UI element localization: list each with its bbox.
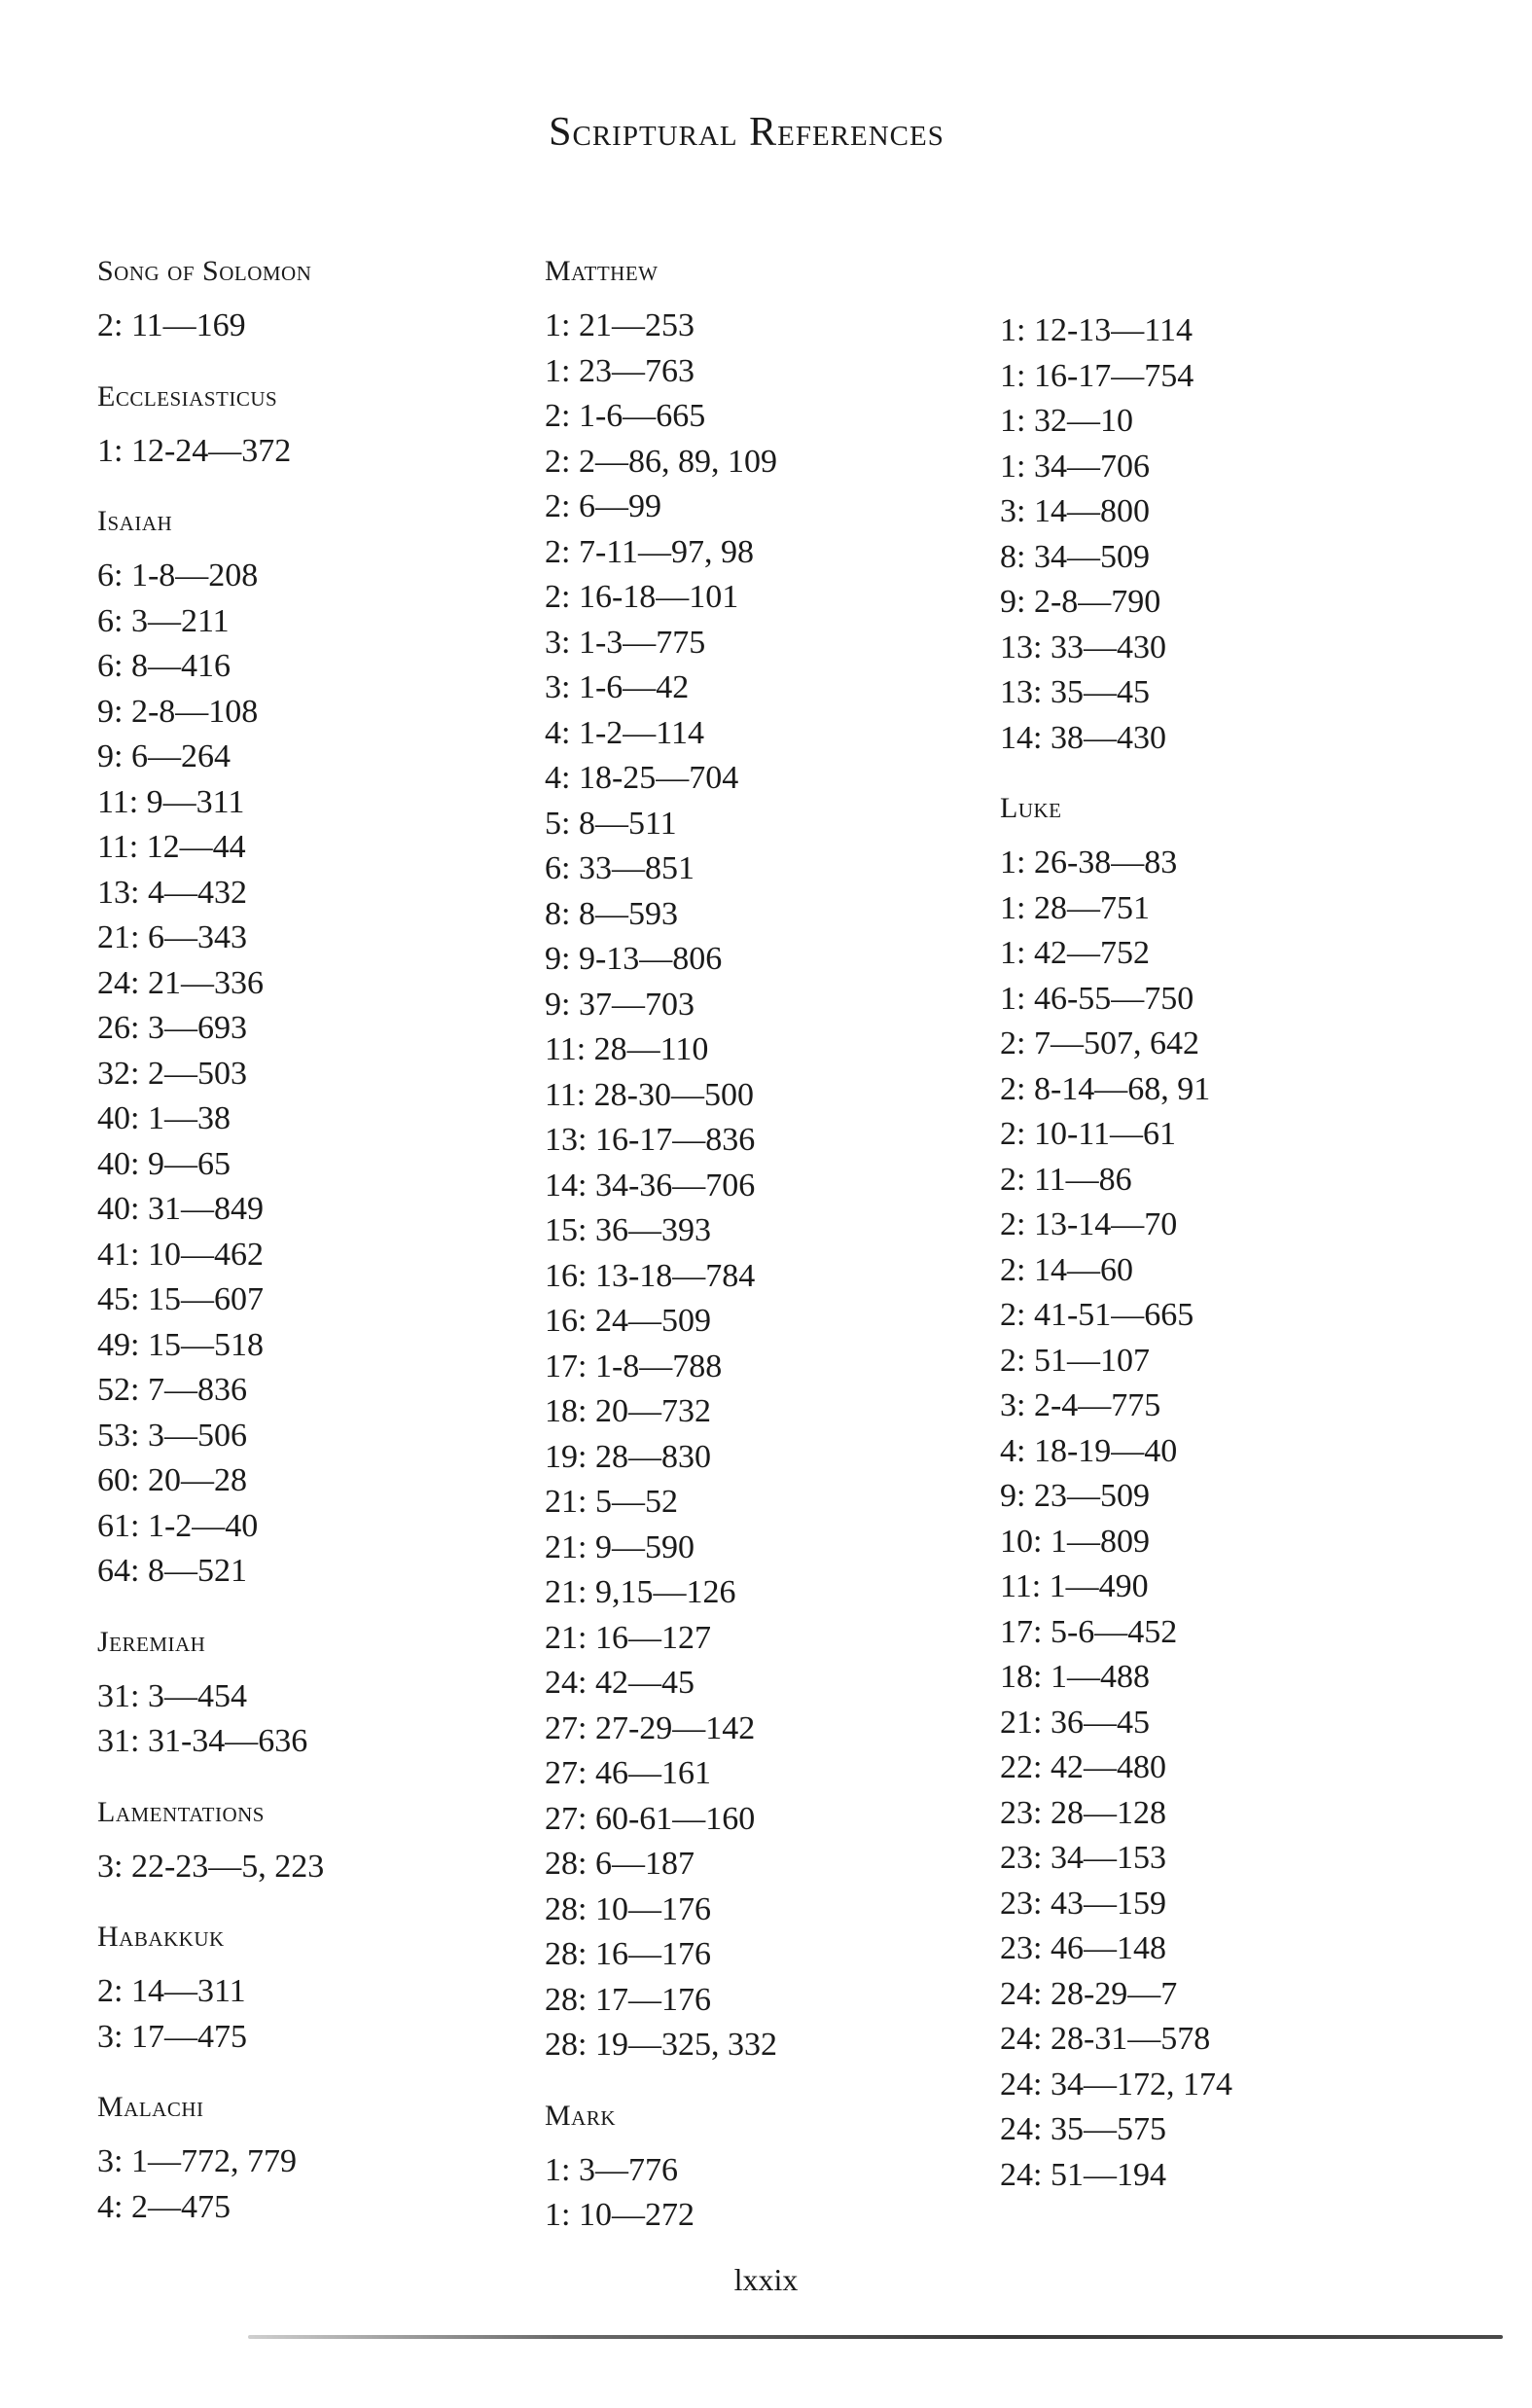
reference-entry: 9: 23—509 xyxy=(1000,1478,1150,1514)
reference-entry: 10: 1—809 xyxy=(1000,1523,1150,1560)
book-heading: Mark xyxy=(545,2099,617,2132)
reference-entry: 21: 9—590 xyxy=(545,1528,695,1565)
bottom-rule xyxy=(248,2335,1503,2339)
reference-entry: 49: 15—518 xyxy=(97,1326,264,1363)
reference-entry: 1: 46-55—750 xyxy=(1000,980,1194,1017)
reference-entry: 52: 7—836 xyxy=(97,1372,247,1408)
reference-entry: 26: 3—693 xyxy=(97,1010,247,1046)
reference-entry: 1: 34—706 xyxy=(1000,448,1150,485)
book-heading: Jeremiah xyxy=(97,1625,206,1658)
reference-list xyxy=(97,429,506,475)
book-heading: Malachi xyxy=(97,2091,204,2123)
column-3 xyxy=(1000,308,1467,2229)
reference-list xyxy=(97,1674,506,1765)
reference-entry: 11: 1—490 xyxy=(1000,1568,1149,1604)
reference-entry: 9: 9-13—806 xyxy=(545,941,723,977)
reference-entry: 32: 2—503 xyxy=(97,1055,247,1092)
reference-entry: 2: 7—507, 642 xyxy=(1000,1025,1199,1061)
reference-entry: 40: 1—38 xyxy=(97,1100,231,1136)
reference-entry: 18: 1—488 xyxy=(1000,1659,1150,1695)
reference-list xyxy=(545,304,992,2068)
reference-entry: 21: 6—343 xyxy=(97,919,247,955)
reference-entry: 53: 3—506 xyxy=(97,1417,247,1454)
reference-entry: 21: 36—45 xyxy=(1000,1704,1150,1741)
reference-entry: 22: 42—480 xyxy=(1000,1749,1166,1785)
reference-entry: 2: 7-11—97, 98 xyxy=(545,533,755,570)
reference-entry: 3: 22-23—5, 223 xyxy=(97,1848,325,1885)
reference-entry: 1: 26-38—83 xyxy=(1000,845,1178,881)
reference-entry: 11: 12—44 xyxy=(97,829,246,865)
reference-entry: 14: 34-36—706 xyxy=(545,1167,756,1204)
reference-entry: 2: 11—169 xyxy=(97,307,246,343)
reference-entry: 24: 51—194 xyxy=(1000,2156,1166,2193)
reference-entry: 6: 3—211 xyxy=(97,602,230,639)
book-heading: Song of Solomon xyxy=(97,255,312,287)
reference-list xyxy=(1000,841,1467,2198)
page-number: lxxix xyxy=(733,2262,799,2297)
reference-entry: 4: 2—475 xyxy=(97,2188,231,2225)
reference-entry: 5: 8—511 xyxy=(545,805,677,842)
reference-entry: 41: 10—462 xyxy=(97,1236,264,1273)
reference-entry: 21: 16—127 xyxy=(545,1619,711,1656)
reference-entry: 2: 2—86, 89, 109 xyxy=(545,443,777,480)
reference-entry: 13: 4—432 xyxy=(97,874,247,911)
reference-entry: 4: 18-25—704 xyxy=(545,760,739,796)
book-heading: Isaiah xyxy=(97,505,173,537)
reference-entry: 1: 12-24—372 xyxy=(97,432,292,469)
reference-entry: 3: 1—772, 779 xyxy=(97,2143,297,2179)
reference-entry: 15: 36—393 xyxy=(545,1212,711,1248)
book-heading: Matthew xyxy=(545,255,659,287)
reference-entry: 11: 28—110 xyxy=(545,1031,709,1067)
reference-entry: 11: 28-30—500 xyxy=(545,1076,755,1113)
reference-entry: 31: 3—454 xyxy=(97,1677,247,1714)
reference-entry: 17: 1-8—788 xyxy=(545,1348,723,1384)
reference-list xyxy=(97,1845,506,1890)
reference-entry: 24: 28-31—578 xyxy=(1000,2021,1211,2057)
reference-entry: 45: 15—607 xyxy=(97,1281,264,1317)
reference-entry: 2: 8-14—68, 91 xyxy=(1000,1070,1211,1107)
reference-entry: 2: 10-11—61 xyxy=(1000,1116,1177,1152)
reference-entry: 14: 38—430 xyxy=(1000,719,1166,756)
reference-entry: 16: 24—509 xyxy=(545,1303,711,1339)
reference-entry: 2: 1-6—665 xyxy=(545,398,706,434)
reference-entry: 27: 27-29—142 xyxy=(545,1709,756,1746)
reference-entry: 1: 16-17—754 xyxy=(1000,357,1194,394)
reference-entry: 1: 42—752 xyxy=(1000,935,1150,971)
reference-entry: 60: 20—28 xyxy=(97,1462,247,1498)
reference-entry: 28: 10—176 xyxy=(545,1890,711,1927)
reference-entry: 18: 20—732 xyxy=(545,1393,711,1429)
reference-list xyxy=(97,554,506,1595)
reference-entry: 31: 31-34—636 xyxy=(97,1723,308,1759)
reference-entry: 23: 43—159 xyxy=(1000,1885,1166,1922)
reference-entry: 4: 18-19—40 xyxy=(1000,1432,1178,1469)
reference-entry: 13: 35—45 xyxy=(1000,674,1150,710)
reference-entry: 24: 28-29—7 xyxy=(1000,1975,1178,2012)
reference-entry: 1: 12-13—114 xyxy=(1000,312,1194,348)
reference-entry: 61: 1-2—40 xyxy=(97,1507,259,1544)
reference-entry: 11: 9—311 xyxy=(97,783,245,820)
reference-entry: 13: 16-17—836 xyxy=(545,1122,756,1158)
book-heading: Luke xyxy=(1000,792,1062,824)
reference-entry: 8: 8—593 xyxy=(545,895,678,932)
reference-entry: 2: 6—99 xyxy=(545,488,661,524)
reference-entry: 9: 37—703 xyxy=(545,986,695,1023)
reference-entry: 2: 11—86 xyxy=(1000,1161,1132,1198)
column-1 xyxy=(97,255,506,2261)
reference-entry: 23: 34—153 xyxy=(1000,1840,1166,1876)
reference-entry: 1: 28—751 xyxy=(1000,889,1150,926)
reference-entry: 40: 31—849 xyxy=(97,1191,264,1227)
reference-entry: 6: 33—851 xyxy=(545,850,695,886)
reference-entry: 9: 2-8—790 xyxy=(1000,584,1161,620)
reference-entry: 21: 5—52 xyxy=(545,1484,678,1520)
reference-entry: 1: 32—10 xyxy=(1000,403,1133,439)
reference-list xyxy=(1000,308,1467,761)
reference-entry: 6: 1-8—208 xyxy=(97,557,259,593)
reference-entry: 2: 13-14—70 xyxy=(1000,1206,1178,1242)
reference-entry: 2: 41-51—665 xyxy=(1000,1297,1194,1333)
reference-entry: 28: 19—325, 332 xyxy=(545,2027,777,2063)
reference-entry: 1: 23—763 xyxy=(545,352,695,389)
reference-entry: 28: 17—176 xyxy=(545,1981,711,2018)
book-heading: Habakkuk xyxy=(97,1921,225,1953)
reference-entry: 3: 1-3—775 xyxy=(545,624,706,661)
reference-entry: 24: 42—45 xyxy=(545,1665,695,1701)
reference-entry: 9: 2-8—108 xyxy=(97,693,259,730)
reference-entry: 28: 16—176 xyxy=(545,1936,711,1972)
reference-entry: 3: 17—475 xyxy=(97,2018,247,2055)
reference-entry: 24: 34—172, 174 xyxy=(1000,2066,1232,2103)
reference-entry: 24: 21—336 xyxy=(97,964,264,1001)
reference-list xyxy=(97,1969,506,2060)
page-title: Scriptural References xyxy=(549,110,944,155)
reference-entry: 1: 10—272 xyxy=(545,2197,695,2233)
reference-entry: 23: 46—148 xyxy=(1000,1930,1166,1966)
reference-entry: 64: 8—521 xyxy=(97,1553,247,1589)
reference-list xyxy=(97,2139,506,2230)
reference-entry: 27: 60-61—160 xyxy=(545,1800,756,1837)
reference-entry: 3: 2-4—775 xyxy=(1000,1387,1161,1423)
reference-entry: 2: 14—60 xyxy=(1000,1251,1133,1288)
reference-entry: 16: 13-18—784 xyxy=(545,1257,756,1294)
reference-entry: 19: 28—830 xyxy=(545,1438,711,1475)
book-heading: Ecclesiasticus xyxy=(97,379,278,413)
reference-entry: 1: 3—776 xyxy=(545,2151,678,2188)
reference-entry: 3: 1-6—42 xyxy=(545,669,690,705)
reference-entry: 28: 6—187 xyxy=(545,1846,695,1882)
reference-entry: 17: 5-6—452 xyxy=(1000,1613,1178,1650)
reference-entry: 6: 8—416 xyxy=(97,648,231,684)
reference-entry: 27: 46—161 xyxy=(545,1755,711,1791)
reference-entry: 3: 14—800 xyxy=(1000,493,1150,529)
reference-entry: 8: 34—509 xyxy=(1000,538,1150,575)
reference-entry: 2: 51—107 xyxy=(1000,1342,1150,1379)
column-2 xyxy=(545,255,992,2270)
reference-entry: 24: 35—575 xyxy=(1000,2111,1166,2147)
reference-entry: 13: 33—430 xyxy=(1000,629,1166,665)
reference-entry: 9: 6—264 xyxy=(97,738,231,774)
book-heading: Lamentations xyxy=(97,1795,265,1828)
reference-list xyxy=(545,2148,992,2239)
reference-entry: 23: 28—128 xyxy=(1000,1794,1166,1831)
reference-entry: 40: 9—65 xyxy=(97,1145,231,1182)
reference-entry: 2: 16-18—101 xyxy=(545,579,739,615)
reference-entry: 1: 21—253 xyxy=(545,307,695,343)
reference-entry: 21: 9,15—126 xyxy=(545,1574,736,1610)
reference-list xyxy=(97,304,506,349)
reference-entry: 4: 1-2—114 xyxy=(545,714,705,751)
reference-entry: 2: 14—311 xyxy=(97,1973,246,2009)
